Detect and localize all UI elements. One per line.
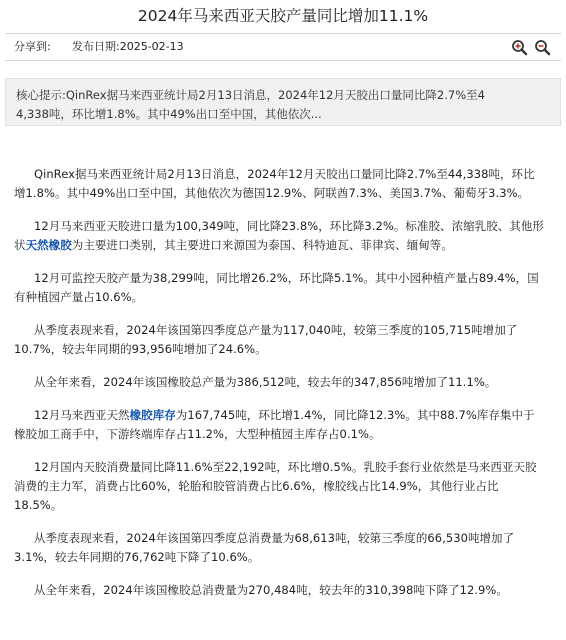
publish-date-label: 发布日期:	[72, 40, 120, 53]
share-label[interactable]: 分享到:	[14, 40, 51, 53]
paragraph: 从全年来看，2024年该国橡胶总消费量为270,484吨，较去年的310,398吨下降了12.9%。	[34, 583, 508, 597]
summary-box	[5, 78, 561, 126]
paragraph: 12月国内天胶消费量同比降11.6%至22,192吨，环比增0.5%。乳胶手套行业依然是马来西亚天胶消费的主力军，消费占比60%，轮胎和胶管消费占比6.6%，橡胶线占比14.9%，其他行业占比18.5%。	[14, 460, 537, 512]
paragraph: 12月可监控天胶产量为38,299吨，同比增26.2%，环比降5.1%。其中小园种植产量占89.4%，国有种植园产量占10.6%。	[14, 271, 539, 304]
paragraph-text: 为主要进口类别，其主要进口来源国为泰国、科特迪瓦、菲律宾、缅甸等。	[71, 238, 453, 252]
summary-label: 核心提示:	[16, 88, 66, 102]
zoom-in-icon[interactable]	[511, 39, 528, 56]
paragraph-text: 12月马来西亚天然	[34, 408, 130, 422]
summary-text-1: QinRex据马来西亚统计局2月13日消息，2024年12月天胶出口量同比降2.7%至4	[65, 88, 485, 102]
zoom-out-icon[interactable]	[534, 39, 551, 56]
paragraph-text: 12月马来西亚天胶进口量为100,349吨，同比降23.8%，环比降3.2%。标准胶、浓缩乳胶、其他形状	[14, 219, 544, 252]
summary-line-2: 4,338吨，环比增1.8%。其中49%出口至中国，其他依次...	[16, 107, 322, 121]
paragraph: 从季度表现来看，2024年该国第四季度总消费量为68,613吨，较第三季度的66,530吨增加了3.1%，较去年同期的76,762吨下降了10.6%。	[14, 531, 515, 564]
publish-date-value: 2025-02-13	[119, 40, 184, 53]
paragraph-text: 为167,745吨，环比增1.4%，同比降12.3%。其中88.7%库存集中于橡胶加工商手中，下游终端库存占11.2%，大型种植园主库存占0.1%。	[14, 408, 535, 441]
paragraph: QinRex据马来西亚统计局2月13日消息，2024年12月天胶出口量同比降2.7%至44,338吨，环比增1.8%。其中49%出口至中国，其他依次为德国12.9%、阿联酋7.3%、美国3.7%、葡萄牙3.3%。	[14, 167, 535, 200]
zoom-tools	[511, 34, 551, 60]
article-body	[0, 165, 566, 600]
meta-bar	[5, 33, 561, 61]
paragraph: 从全年来看，2024年该国橡胶总产量为386,512吨，较去年的347,856吨增加了11.1%。	[34, 375, 497, 389]
paragraph	[0, 217, 566, 255]
keyword-link[interactable]: 橡胶库存	[129, 408, 176, 422]
paragraph: 从季度表现来看，2024年该国第四季度总产量为117,040吨，较第三季度的105,715吨增加了10.7%，较去年同期的93,956吨增加了24.6%。	[14, 323, 518, 356]
summary-line-1	[16, 86, 550, 105]
paragraph	[0, 406, 566, 444]
page-title: 2024年马来西亚天胶产量同比增加11.1%	[137, 7, 429, 25]
keyword-link[interactable]: 天然橡胶	[25, 238, 72, 252]
publish-date	[72, 34, 184, 60]
